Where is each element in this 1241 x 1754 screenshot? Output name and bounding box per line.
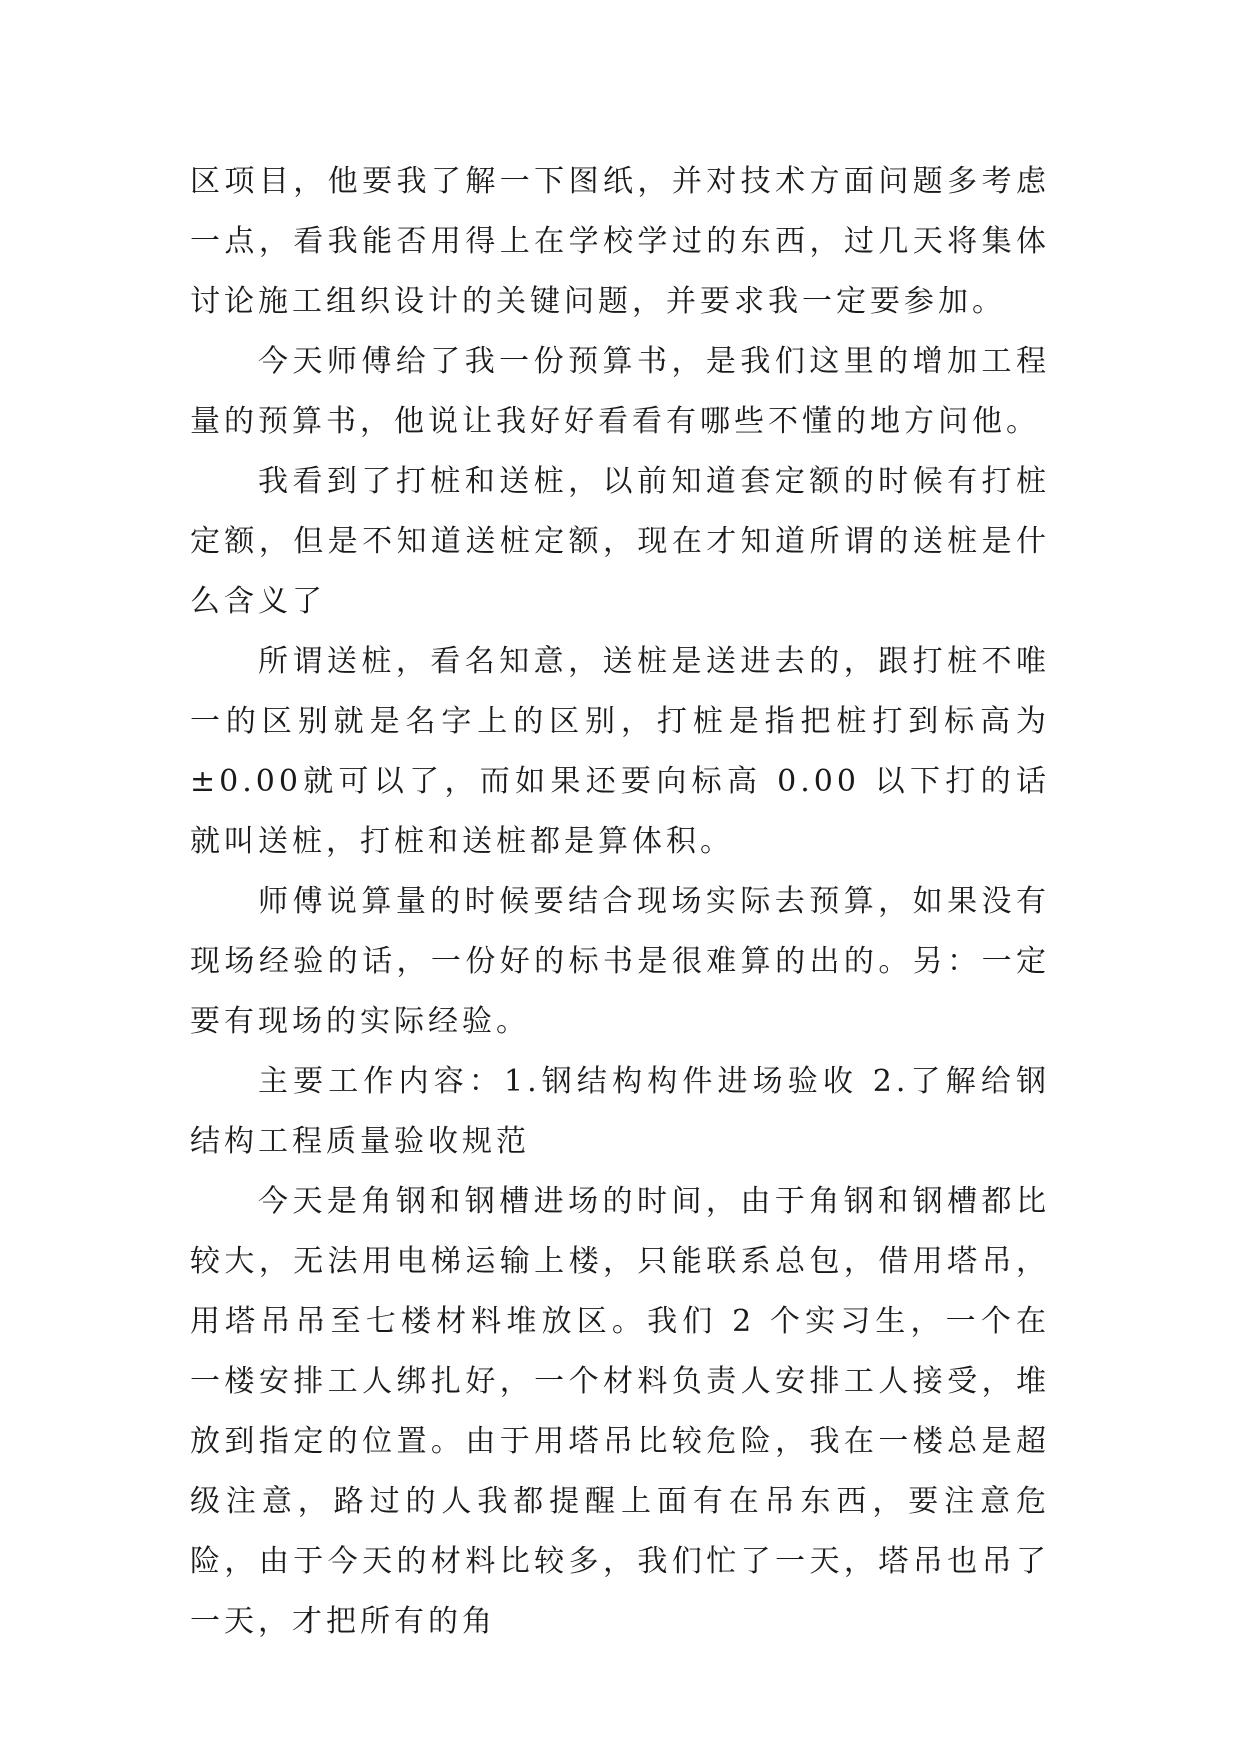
paragraph: 区项目，他要我了解一下图纸，并对技术方面问题多考虑一点，看我能否用得上在学校学过的东西，过几天将集体讨论施工组织设计的关键问题，并要求我一定要参加。 [190, 164, 1050, 319]
paragraph: 我看到了打桩和送桩，以前知道套定额的时候有打桩定额，但是不知道送桩定额，现在才知道所谓的送桩是什么含义了 [190, 464, 1050, 619]
paragraph: 师傅说算量的时候要结合现场实际去预算，如果没有现场经验的话，一份好的标书是很难算的出的。另：一定要有现场的实际经验。 [190, 884, 1050, 1039]
paragraph: 所谓送桩，看名知意，送桩是送进去的，跟打桩不唯一的区别就是名字上的区别，打桩是指把桩打到标高为±0.00就可以了，而如果还要向标高 0.00 以下打的话就叫送桩，打桩和送桩都是算体积。 [190, 644, 1050, 859]
body-text [190, 152, 1050, 1652]
paragraph: 主要工作内容：1.钢结构构件进场验收 2.了解给钢结构工程质量验收规范 [190, 1064, 1050, 1159]
paragraph: 今天师傅给了我一份预算书，是我们这里的增加工程量的预算书，他说让我好好看看有哪些不懂的地方问他。 [190, 344, 1050, 439]
paragraph: 今天是角钢和钢槽进场的时间，由于角钢和钢槽都比较大，无法用电梯运输上楼，只能联系总包，借用塔吊，用塔吊吊至七楼材料堆放区。我们 2 个实习生，一个在一楼安排工人绑扎好，一个材料负责人安排工人接受，堆放到指定的位置。由于用塔吊比较危险，我在一楼总是超级注意，路过的人我都提醒上面有在吊东西，要注意危险，由于今天的材料比较多，我们忙了一天，塔吊也吊了一天，才把所有的角 [190, 1184, 1050, 1639]
